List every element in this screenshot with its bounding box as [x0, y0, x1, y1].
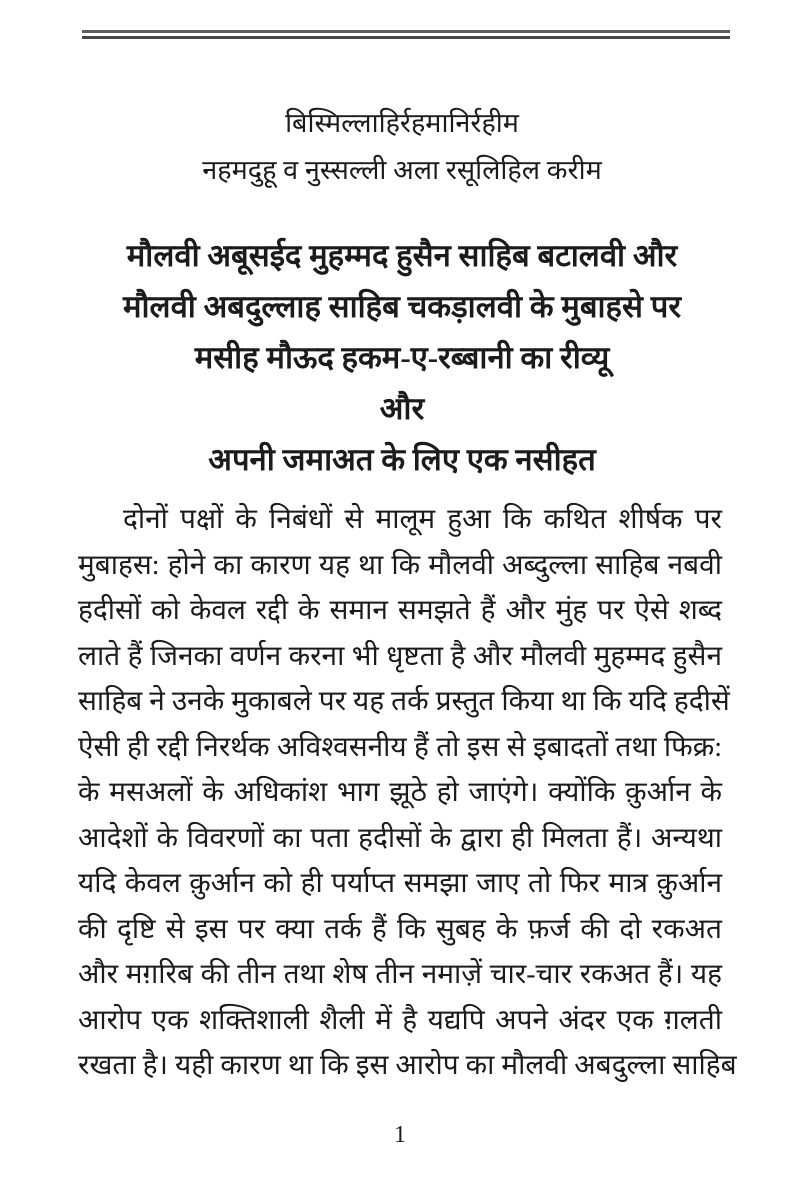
- body-line: के मसअलों के अधिकांश भाग झूठे हो जाएंगे। क्योंकि क़ुर्आन के: [78, 777, 722, 808]
- body-line: मुबाहस: होने का कारण यह था कि मौलवी अब्दुल्ला साहिब नबवी: [78, 549, 722, 581]
- invocation-block: [78, 100, 726, 194]
- bismillah-line: बिस्मिल्लाहिर्रहमानिर्रहीम: [285, 108, 519, 138]
- body-line: दोनों पक्षों के निबंधों से मालूम हुआ कि कथित शीर्षक पर: [123, 504, 722, 535]
- body-line: और मग़रिब की तीन तथा शेष तीन नमाज़ें चार-चार रकअत हैं। यह: [78, 959, 722, 990]
- body-line: यदि केवल क़ुर्आन को ही पर्याप्त समझा जाए तो फिर मात्र क़ुर्आन: [78, 868, 722, 899]
- header-rule-top-line: [82, 30, 730, 33]
- body-line: आरोप एक शक्तिशाली शैली में है यद्यपि अपने अंदर एक ग़लती: [78, 1004, 722, 1036]
- body-line: की दृष्टि से इस पर क्या तर्क हैं कि सुबह के फ़र्ज की दो रकअत: [78, 913, 722, 945]
- title-line: मसीह मौऊद हकम-ए-रब्बानी का रीव्यू: [194, 340, 610, 375]
- body-paragraph: [78, 497, 737, 1089]
- body-line: लाते हैं जिनका वर्णन करना भी धृष्टता है और मौलवी मुहम्मद हुसैन: [78, 640, 723, 672]
- tahmid-line: नहमदुहू व नुस्सल्ली अला रसूलिहिल करीम: [202, 155, 602, 185]
- header-double-rule: [82, 30, 730, 39]
- body-line: रखता है। यही कारण था कि इस आरोप का मौलवी अबदुल्ला साहिब: [78, 1050, 737, 1081]
- body-line: हदीसों को केवल रद्दी के समान समझते हैं और मुंह पर ऐसे शब्द: [78, 595, 722, 626]
- body-line: ऐसी ही रद्दी निरर्थक अविश्वसनीय हैं तो इस से इबादतों तथा फिक्र:: [78, 731, 722, 763]
- title-block: [78, 230, 726, 485]
- body-line: आदेशों के विवरणों का पता हदीसों के द्वारा ही मिलता हैं। अन्यथा: [78, 822, 722, 854]
- title-line: मौलवी अबदुल्लाह साहिब चकड़ालवी के मुबाहसे पर: [122, 289, 682, 324]
- page-number: 1: [394, 1122, 406, 1148]
- title-line: मौलवी अबूसईद मुहम्मद हुसैन साहिब बटालवी और: [126, 238, 678, 273]
- title-line: और: [379, 391, 425, 426]
- title-line: अपनी जमाअत के लिए एक नसीहत: [208, 442, 596, 477]
- header-rule-bottom-line: [82, 36, 730, 39]
- body-line: साहिब ने उनके मुकाबले पर यह तर्क प्रस्तुत किया था कि यदि हदीसें: [78, 686, 730, 717]
